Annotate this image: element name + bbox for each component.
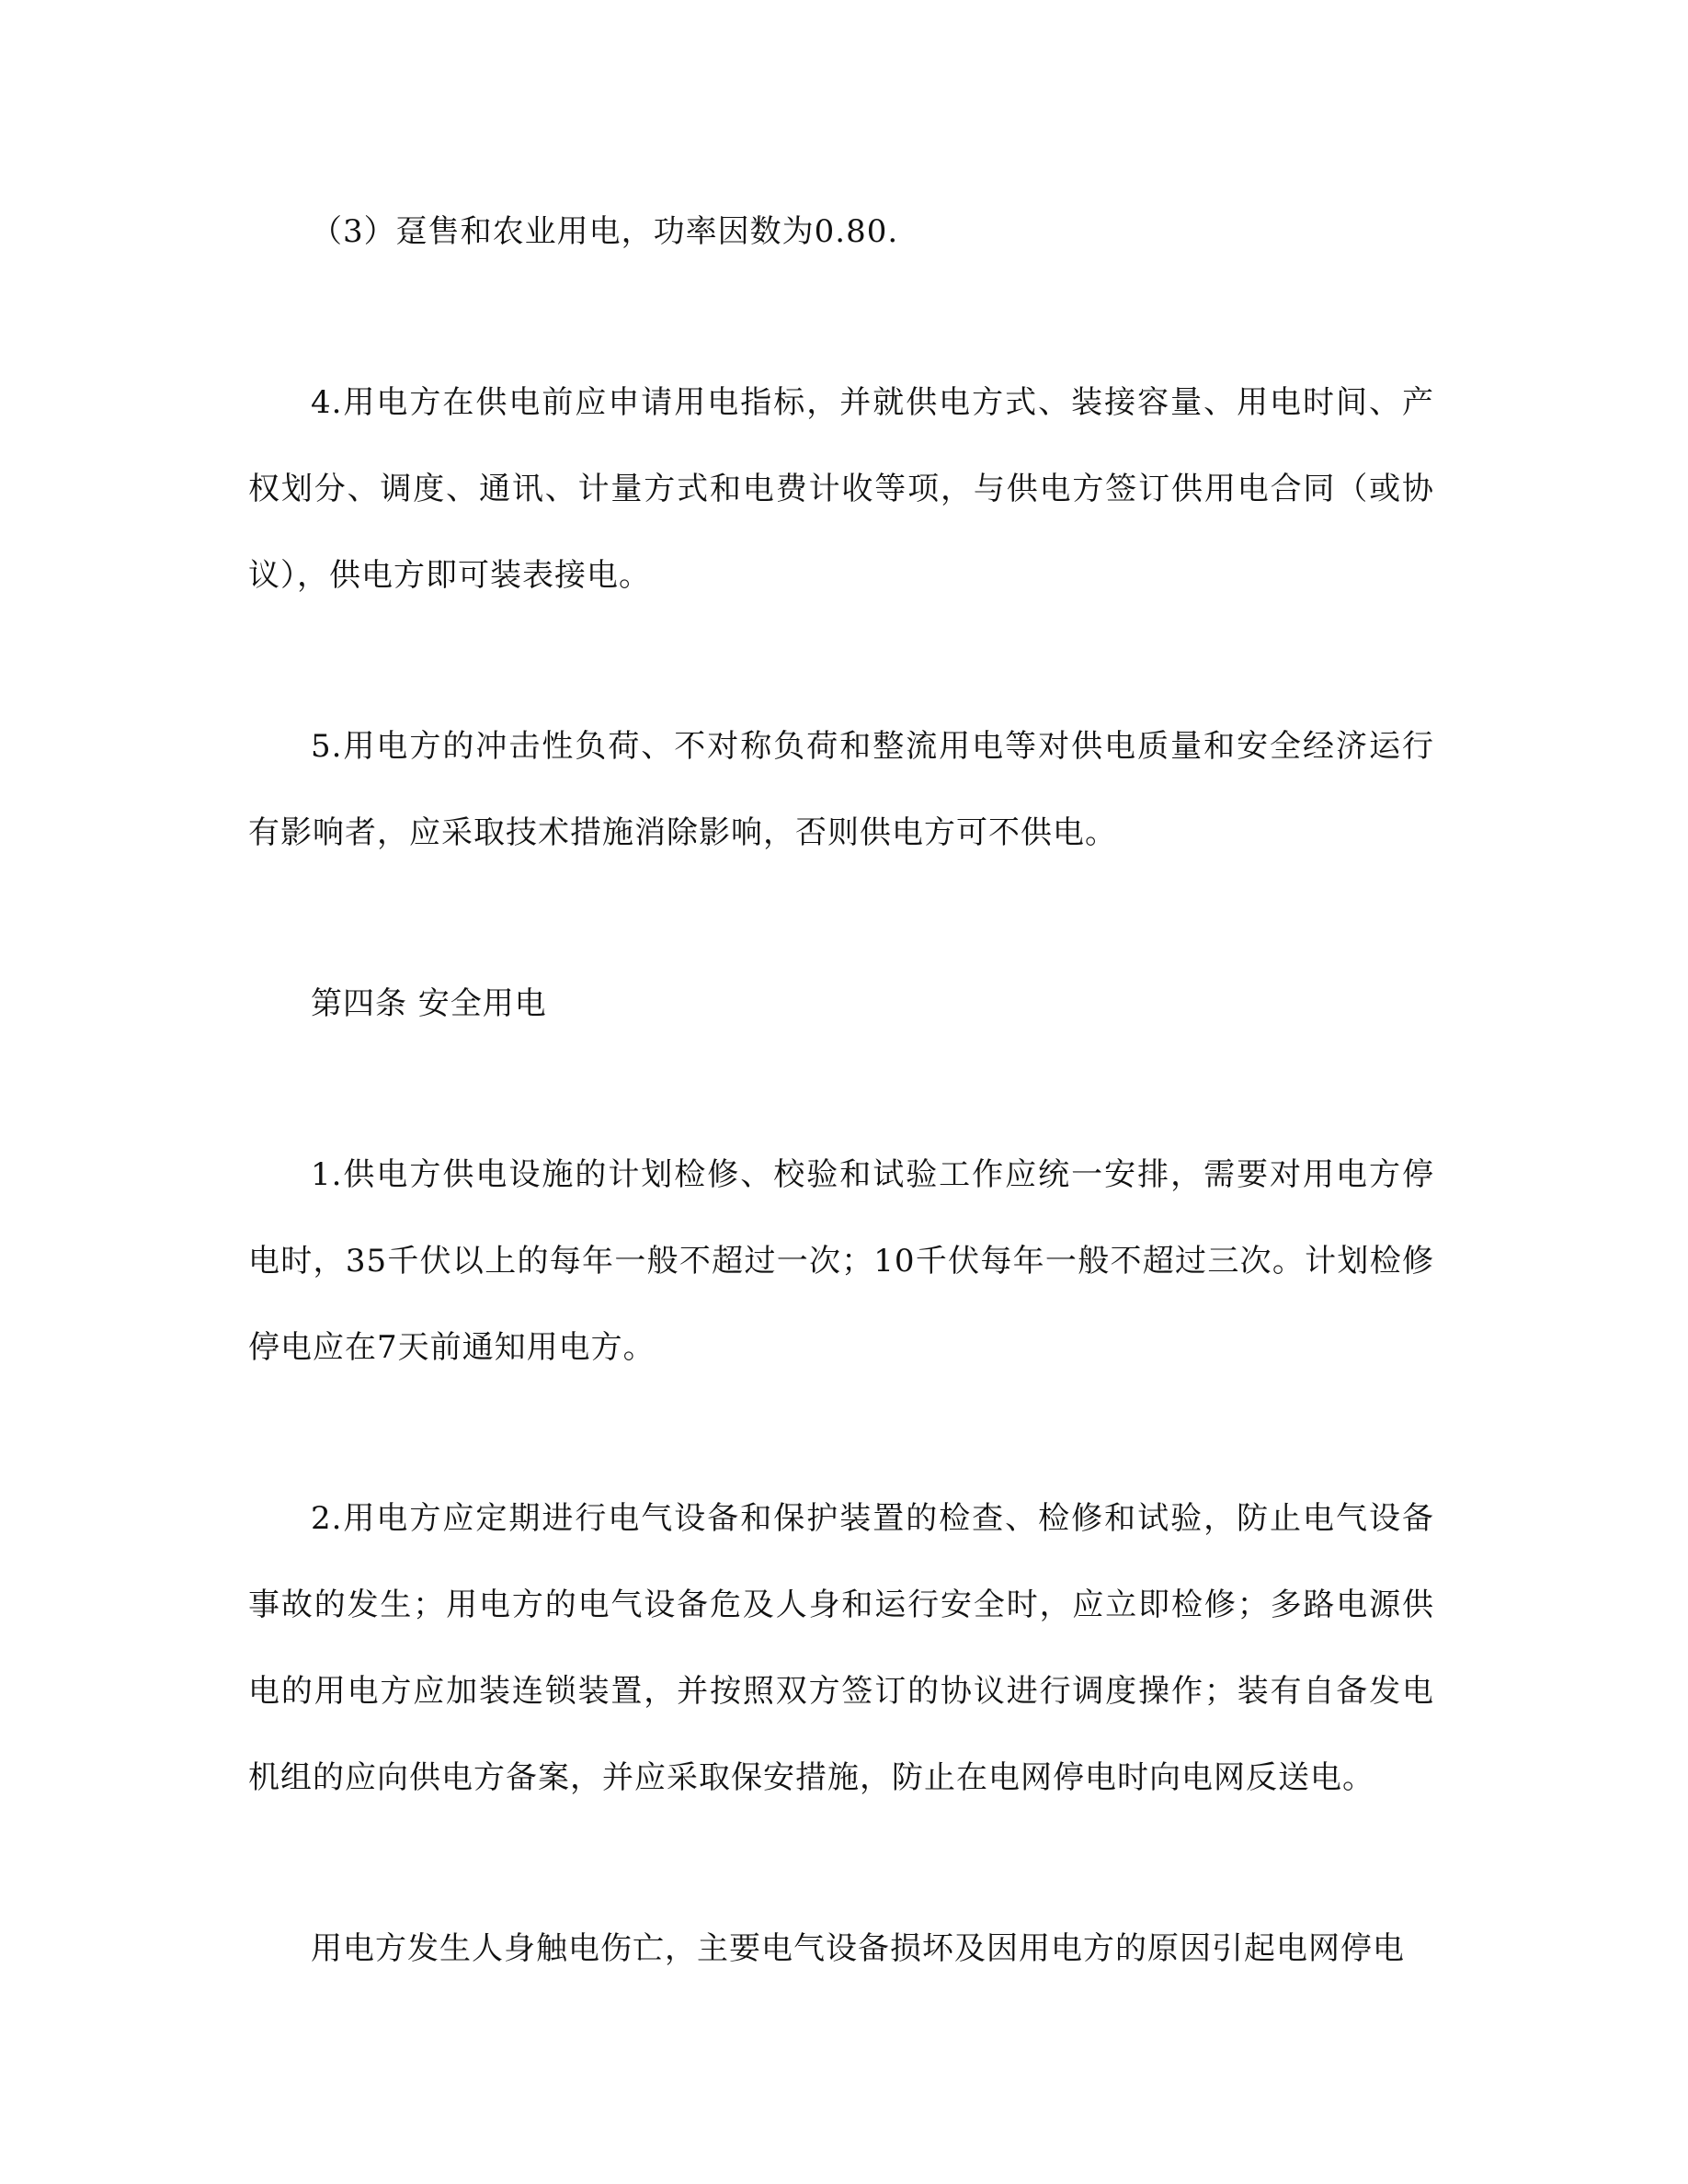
paragraph-power-factor: （3）趸售和农业用电，功率因数为0.80.	[311, 213, 899, 250]
paragraph-incident: 用电方发生人身触电伤亡，主要电气设备损坏及因用电方的原因引起电网停电	[311, 1930, 1405, 1967]
section-heading-article-4: 第四条 安全用电	[311, 985, 547, 1022]
paragraph-clause-5: 5.用电方的冲击性负荷、不对称负荷和整流用电等对供电质量和安全经济运行有影响者，应采取技术措施消除影响，否则供电方可不供电。	[248, 728, 1434, 851]
paragraph-safety-1: 1.供电方供电设施的计划检修、校验和试验工作应统一安排，需要对用电方停电时，35千伏以上的每年一般不超过一次；10千伏每年一般不超过三次。计划检修停电应在7天前通知用电方。	[248, 1156, 1434, 1366]
paragraph-safety-2: 2.用电方应定期进行电气设备和保护装置的检查、检修和试验，防止电气设备事故的发生；用电方的电气设备危及人身和运行安全时，应立即检修；多路电源供电的用电方应加装连锁装置，并按照双方签订的协议进行调度操作；装有自备发电机组的应向供电方备案，并应采取保安措施，防止在电网停电时向电网反送电。	[248, 1500, 1434, 1796]
document-body	[248, 188, 1434, 1992]
paragraph-clause-4: 4.用电方在供电前应申请用电指标，并就供电方式、装接容量、用电时间、产权划分、调度、通讯、计量方式和电费计收等项，与供电方签订供用电合同（或协议），供电方即可装表接电。	[248, 384, 1434, 594]
